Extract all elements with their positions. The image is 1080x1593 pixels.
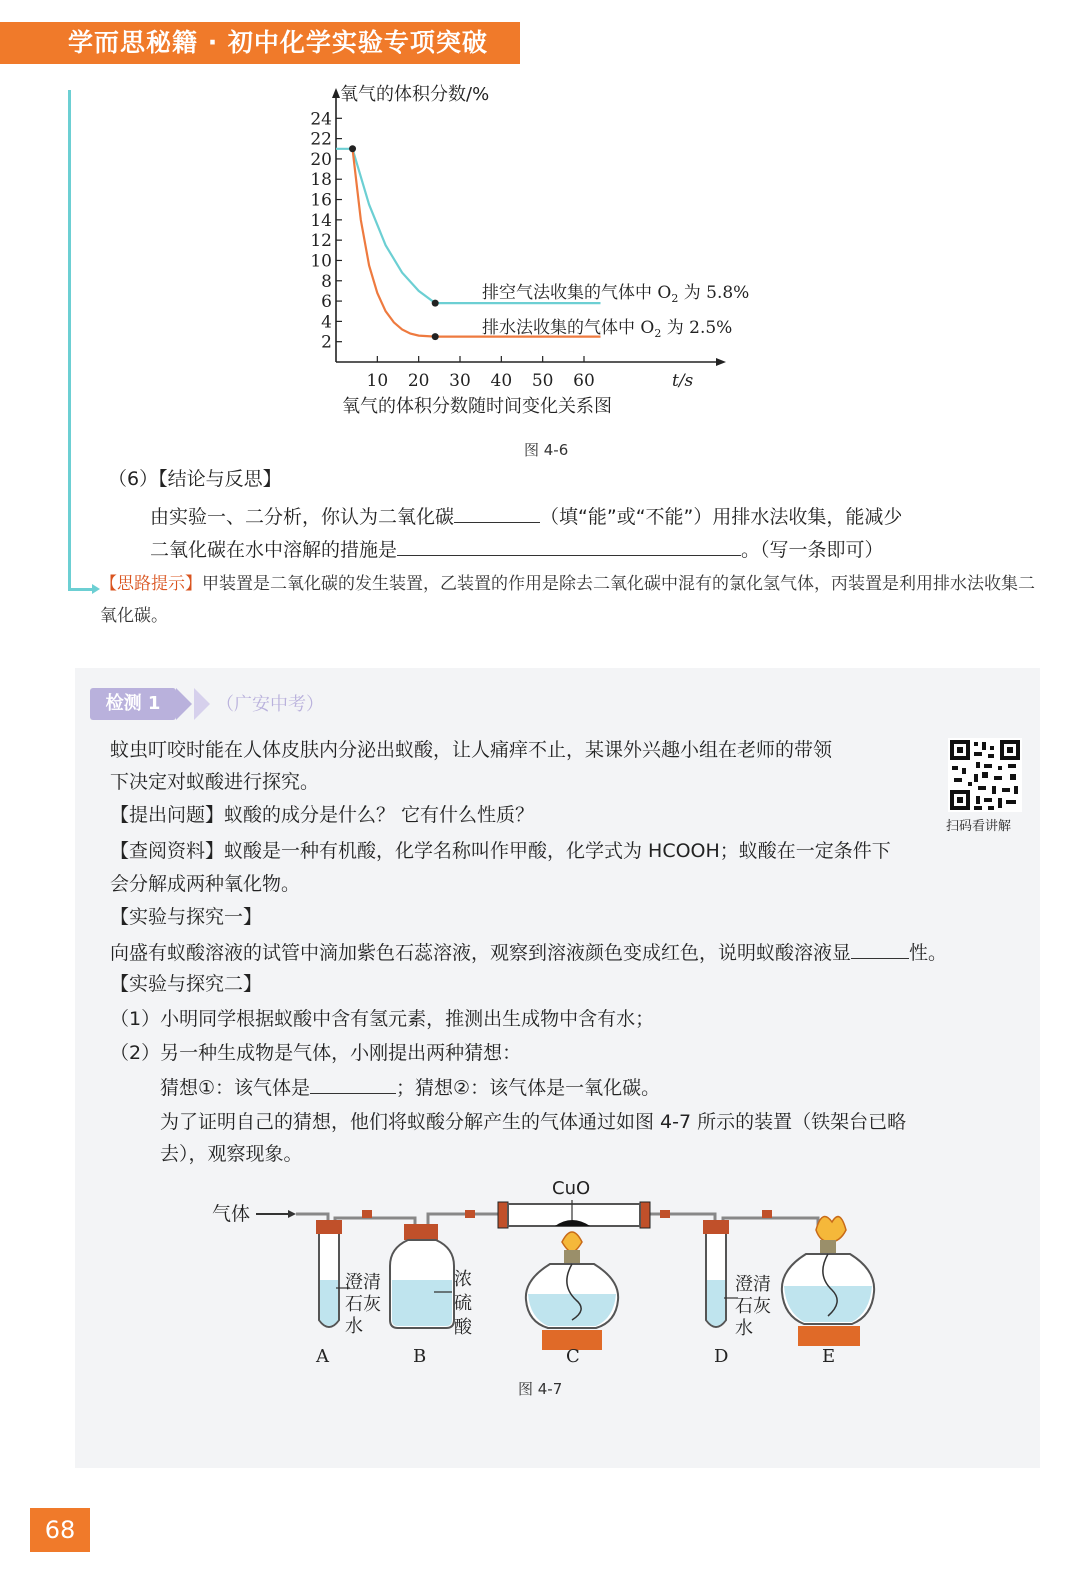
annotation-air: 排空气法收集的气体中 $O_2$ 为 5.8% <box>482 283 750 305</box>
answer-blank-2[interactable] <box>397 535 741 556</box>
intro-line1: 蚊虫叮咬时能在人体皮肤内分泌出蚁酸，让人痛痒不止，某课外兴趣小组在老师的带领 <box>110 739 833 761</box>
label-b: B <box>413 1346 427 1367</box>
page-number: 68 <box>30 1508 90 1552</box>
data-point-2 <box>432 300 439 307</box>
guess-b: ；猜想②：该气体是一氧化碳。 <box>396 1077 661 1099</box>
test-source: （广安中考） <box>216 694 324 715</box>
exp1-title: 【实验与探究一】 <box>110 906 263 928</box>
lime-a-2: 石灰 <box>345 1294 381 1315</box>
x-tick-label: 50 <box>531 371 554 391</box>
annotation-water: 排水法收集的气体中 $O_2$ 为 2.5% <box>482 318 733 340</box>
intro-line2: 下决定对蚁酸进行探究。 <box>110 771 320 793</box>
wash-bottle-b <box>390 1224 454 1328</box>
q6-line2-b: 。（写一条即可） <box>741 539 884 561</box>
answer-blank-3[interactable] <box>851 938 909 959</box>
q6-label: （6）【结论与反思】 <box>108 468 282 490</box>
ask-question: 【提出问题】蚁酸的成分是什么？ 它有什么性质？ <box>110 804 535 826</box>
exp1-line <box>110 938 947 967</box>
lime-d-1: 澄清 <box>735 1274 771 1295</box>
x-axis-arrow <box>716 358 726 366</box>
flame-icon <box>562 1232 582 1252</box>
series-line-2 <box>353 149 601 337</box>
y-tick-label: 14 <box>310 210 332 231</box>
y-tick-label: 20 <box>310 149 332 170</box>
alcohol-lamp-e <box>782 1217 874 1346</box>
acid-b-3: 酸 <box>454 1317 472 1338</box>
apparatus-diagram <box>200 1170 900 1420</box>
exp2-title: 【实验与探究二】 <box>110 973 263 995</box>
exp1-text: 向盛有蚁酸溶液的试管中滴加紫色石蕊溶液，观察到溶液颜色变成红色，说明蚁酸溶液显 <box>110 942 852 964</box>
y-tick-label: 2 <box>321 332 332 353</box>
thinking-hint <box>100 568 1040 632</box>
figure-caption-4-6: 图 4-6 <box>524 441 569 459</box>
lime-a-3: 水 <box>345 1316 363 1337</box>
x-tick-label: 30 <box>449 371 471 391</box>
prove-line1: 为了证明自己的猜想，他们将蚁酸分解产生的气体通过如图 4-7 所示的装置（铁架台已略 <box>160 1111 907 1133</box>
oxygen-fraction-chart <box>300 78 820 448</box>
series-line-1 <box>336 149 601 303</box>
gas-arrow-head <box>288 1210 296 1218</box>
label-d: D <box>714 1346 729 1367</box>
qr-code-icon[interactable] <box>948 738 1022 812</box>
hard-glass-tube-c <box>498 1200 650 1228</box>
lime-a-1: 澄清 <box>345 1272 381 1293</box>
info-line2: 会分解成两种氧化物。 <box>110 873 301 895</box>
x-tick-label: 40 <box>490 371 513 391</box>
test-tube-d <box>703 1220 738 1327</box>
item2: （2）另一种生成物是气体，小刚提出两种猜想： <box>110 1042 522 1064</box>
y-tick-label: 16 <box>310 190 332 211</box>
exp1-suffix: 性。 <box>909 942 948 964</box>
acid-b-2: 硫 <box>454 1293 472 1314</box>
y-tick-label: 4 <box>321 312 332 333</box>
y-tick-label: 22 <box>310 129 332 150</box>
hint-label: 【思路提示】 <box>100 574 202 594</box>
x-tick-label: 20 <box>407 371 430 391</box>
data-point-1 <box>349 145 356 152</box>
x-tick-label: 60 <box>573 371 595 391</box>
label-e: E <box>822 1346 836 1367</box>
data-point-3 <box>432 333 439 340</box>
acid-b-1: 浓 <box>454 1269 472 1290</box>
alcohol-lamp-c <box>526 1232 618 1350</box>
q6-line1 <box>150 502 902 531</box>
y-tick-label: 24 <box>310 109 332 130</box>
y-tick-label: 18 <box>310 170 332 191</box>
book-header: 学而思秘籍 · 初中化学实验专项突破 <box>0 22 520 64</box>
y-tick-label: 6 <box>321 292 332 313</box>
lime-d-2: 石灰 <box>735 1296 771 1317</box>
y-tick-label: 8 <box>321 271 332 292</box>
y-tick-label: 10 <box>310 251 332 272</box>
q6-line2-a: 二氧化碳在水中溶解的措施是 <box>150 539 398 561</box>
info-line1: 【查阅资料】蚁酸是一种有机酸，化学名称叫作甲酸，化学式为 HCOOH；蚁酸在一定条件下 <box>110 840 891 862</box>
x-tick-label: 10 <box>366 371 389 391</box>
chart-title: 氧气的体积分数随时间变化关系图 <box>342 396 612 417</box>
y-tick-label: 12 <box>310 231 332 252</box>
test-tag: 检测 1 <box>90 688 176 720</box>
bracket-line <box>68 90 71 590</box>
cuo-label: CuO <box>552 1178 591 1199</box>
answer-blank-4[interactable] <box>310 1073 396 1094</box>
qr-caption: 扫码看讲解 <box>946 819 1012 834</box>
q6-line1-b: （填“能”或“不能”）用排水法收集，能减少 <box>540 506 903 528</box>
label-a: A <box>316 1346 329 1367</box>
chevron-right-icon <box>194 688 210 720</box>
item1: （1）小明同学根据蚁酸中含有氢元素，推测出生成物中含有水； <box>110 1008 655 1030</box>
chevron-right-icon <box>176 688 192 720</box>
y-axis-arrow <box>332 88 340 98</box>
bracket-arrow <box>68 588 94 591</box>
q6-line1-a: 由实验一、二分析，你认为二氧化碳 <box>150 506 455 528</box>
guess-a: 猜想①：该气体是 <box>160 1077 311 1099</box>
figure-caption-4-7: 图 4-7 <box>518 1380 563 1398</box>
gas-label: 气体 <box>212 1203 251 1225</box>
label-c: C <box>566 1346 580 1367</box>
flame-icon <box>816 1217 846 1242</box>
guess-line <box>160 1073 660 1102</box>
hint-text: 甲装置是二氧化碳的发生装置，乙装置的作用是除去二氧化碳中混有的氯化氢气体，丙装置是利用排水法收集二氧化碳。 <box>100 574 1035 626</box>
lime-d-3: 水 <box>735 1318 753 1339</box>
chart-x-label: t/s <box>672 371 694 391</box>
q6-line2 <box>150 535 884 564</box>
answer-blank-1[interactable] <box>454 502 540 523</box>
chart-y-label: 氧气的体积分数/% <box>340 84 490 105</box>
prove-line2: 去），观察现象。 <box>160 1143 303 1165</box>
